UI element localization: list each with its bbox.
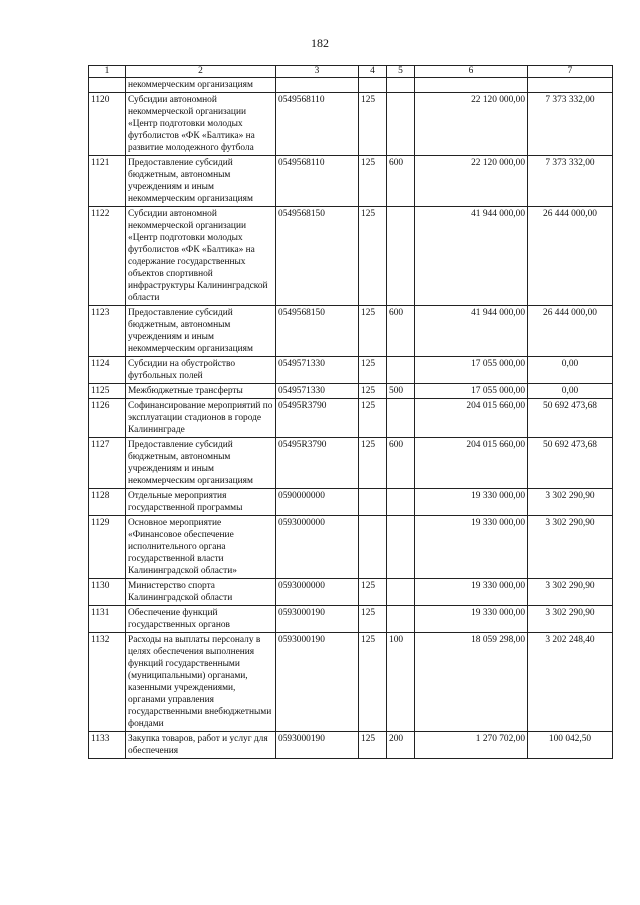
table-row <box>89 579 613 606</box>
expense-type-code <box>387 489 415 516</box>
executed-amount: 26 444 000,00 <box>528 306 613 357</box>
target-code: 0590000000 <box>276 489 359 516</box>
expense-type-code <box>387 399 415 438</box>
target-code: 0593000190 <box>276 633 359 732</box>
item-name: Субсидии автономной некоммерческой организации «Центр подготовки молодых футболистов «ФК «Балтика» на развитие молодежного футбола <box>126 93 276 156</box>
expense-type-code: 500 <box>387 384 415 399</box>
header-row <box>89 66 613 78</box>
planned-amount: 18 059 298,00 <box>415 633 528 732</box>
row-number: 1130 <box>89 579 126 606</box>
executed-amount: 100 042,50 <box>528 732 613 759</box>
ministry-code <box>359 489 387 516</box>
planned-amount: 17 055 000,00 <box>415 357 528 384</box>
expense-type-code <box>387 78 415 93</box>
ministry-code: 125 <box>359 306 387 357</box>
expense-type-code <box>387 207 415 306</box>
expense-type-code <box>387 579 415 606</box>
item-name: Субсидии автономной некоммерческой организации «Центр подготовки молодых футболистов «ФК «Балтика» на содержание государственных объектов спортивной инфраструктуры Калининградской области <box>126 207 276 306</box>
row-number: 1122 <box>89 207 126 306</box>
ministry-code <box>359 516 387 579</box>
item-name: Министерство спорта Калининградской области <box>126 579 276 606</box>
ministry-code: 125 <box>359 606 387 633</box>
planned-amount: 41 944 000,00 <box>415 207 528 306</box>
item-name: Предоставление субсидий бюджетным, автономным учреждениям и иным некоммерческим организациям <box>126 156 276 207</box>
header-cell: 4 <box>359 66 387 78</box>
page-number: 182 <box>311 36 329 50</box>
row-number: 1126 <box>89 399 126 438</box>
executed-amount: 3 302 290,90 <box>528 489 613 516</box>
executed-amount: 3 202 248,40 <box>528 633 613 732</box>
item-name: Субсидии на обустройство футбольных полей <box>126 357 276 384</box>
row-number: 1125 <box>89 384 126 399</box>
row-number: 1123 <box>89 306 126 357</box>
item-name: Предоставление субсидий бюджетным, автономным учреждениям и иным некоммерческим организациям <box>126 306 276 357</box>
row-number: 1129 <box>89 516 126 579</box>
executed-amount: 3 302 290,90 <box>528 579 613 606</box>
table-row <box>89 489 613 516</box>
table-row <box>89 207 613 306</box>
table-row <box>89 78 613 93</box>
ministry-code: 125 <box>359 156 387 207</box>
table-row <box>89 384 613 399</box>
executed-amount: 0,00 <box>528 384 613 399</box>
executed-amount: 3 302 290,90 <box>528 606 613 633</box>
target-code: 05495R3790 <box>276 438 359 489</box>
ministry-code: 125 <box>359 579 387 606</box>
expense-type-code <box>387 606 415 633</box>
planned-amount: 204 015 660,00 <box>415 399 528 438</box>
ministry-code: 125 <box>359 732 387 759</box>
target-code <box>276 78 359 93</box>
ministry-code: 125 <box>359 399 387 438</box>
table-row <box>89 606 613 633</box>
planned-amount: 41 944 000,00 <box>415 306 528 357</box>
planned-amount: 19 330 000,00 <box>415 606 528 633</box>
expense-type-code: 600 <box>387 156 415 207</box>
header-cell: 5 <box>387 66 415 78</box>
ministry-code: 125 <box>359 93 387 156</box>
table-row <box>89 399 613 438</box>
planned-amount: 1 270 702,00 <box>415 732 528 759</box>
executed-amount: 50 692 473,68 <box>528 399 613 438</box>
header-cell: 6 <box>415 66 528 78</box>
table-row <box>89 93 613 156</box>
table-row <box>89 732 613 759</box>
table-row <box>89 306 613 357</box>
row-number: 1132 <box>89 633 126 732</box>
planned-amount: 17 055 000,00 <box>415 384 528 399</box>
ministry-code: 125 <box>359 357 387 384</box>
header-cell: 1 <box>89 66 126 78</box>
row-number: 1127 <box>89 438 126 489</box>
table-row <box>89 633 613 732</box>
table-row <box>89 516 613 579</box>
header-cell: 7 <box>528 66 613 78</box>
executed-amount: 3 302 290,90 <box>528 516 613 579</box>
executed-amount: 0,00 <box>528 357 613 384</box>
executed-amount: 50 692 473,68 <box>528 438 613 489</box>
ministry-code: 125 <box>359 438 387 489</box>
row-number: 1131 <box>89 606 126 633</box>
table-row <box>89 156 613 207</box>
target-code: 0549568110 <box>276 156 359 207</box>
target-code: 05495R3790 <box>276 399 359 438</box>
executed-amount: 26 444 000,00 <box>528 207 613 306</box>
row-number: 1124 <box>89 357 126 384</box>
header-cell: 3 <box>276 66 359 78</box>
executed-amount <box>528 78 613 93</box>
item-name: Отдельные мероприятия государственной программы <box>126 489 276 516</box>
item-name: Расходы на выплаты персоналу в целях обеспечения выполнения функций государственными (муниципальными) органами, казенными учреждениями, органами управления государственными внебюджетными фондами <box>126 633 276 732</box>
planned-amount: 19 330 000,00 <box>415 516 528 579</box>
planned-amount <box>415 78 528 93</box>
item-name: Обеспечение функций государственных органов <box>126 606 276 633</box>
expense-type-code: 100 <box>387 633 415 732</box>
target-code: 0549568110 <box>276 93 359 156</box>
target-code: 0593000000 <box>276 516 359 579</box>
table-row <box>89 357 613 384</box>
target-code: 0593000190 <box>276 606 359 633</box>
target-code: 0593000190 <box>276 732 359 759</box>
expense-type-code: 600 <box>387 438 415 489</box>
item-name: Основное мероприятие «Финансовое обеспечение исполнительного органа государственной власти Калининградской области» <box>126 516 276 579</box>
expense-type-code: 200 <box>387 732 415 759</box>
expense-type-code <box>387 93 415 156</box>
planned-amount: 204 015 660,00 <box>415 438 528 489</box>
row-number: 1128 <box>89 489 126 516</box>
target-code: 0549568150 <box>276 207 359 306</box>
row-number: 1120 <box>89 93 126 156</box>
expense-type-code <box>387 516 415 579</box>
item-name: Софинансирование мероприятий по эксплуатации стадионов в городе Калининграде <box>126 399 276 438</box>
row-number: 1133 <box>89 732 126 759</box>
header-cell: 2 <box>126 66 276 78</box>
row-number <box>89 78 126 93</box>
planned-amount: 19 330 000,00 <box>415 579 528 606</box>
item-name: некоммерческим организациям <box>126 78 276 93</box>
planned-amount: 19 330 000,00 <box>415 489 528 516</box>
table-row <box>89 438 613 489</box>
planned-amount: 22 120 000,00 <box>415 156 528 207</box>
executed-amount: 7 373 332,00 <box>528 156 613 207</box>
ministry-code: 125 <box>359 633 387 732</box>
expense-type-code: 600 <box>387 306 415 357</box>
target-code: 0549571330 <box>276 357 359 384</box>
row-number: 1121 <box>89 156 126 207</box>
expense-type-code <box>387 357 415 384</box>
budget-table <box>88 65 613 759</box>
item-name: Закупка товаров, работ и услуг для обеспечения <box>126 732 276 759</box>
executed-amount: 7 373 332,00 <box>528 93 613 156</box>
ministry-code <box>359 78 387 93</box>
target-code: 0549568150 <box>276 306 359 357</box>
ministry-code: 125 <box>359 384 387 399</box>
ministry-code: 125 <box>359 207 387 306</box>
item-name: Межбюджетные трансферты <box>126 384 276 399</box>
planned-amount: 22 120 000,00 <box>415 93 528 156</box>
item-name: Предоставление субсидий бюджетным, автономным учреждениям и иным некоммерческим организациям <box>126 438 276 489</box>
target-code: 0549571330 <box>276 384 359 399</box>
target-code: 0593000000 <box>276 579 359 606</box>
